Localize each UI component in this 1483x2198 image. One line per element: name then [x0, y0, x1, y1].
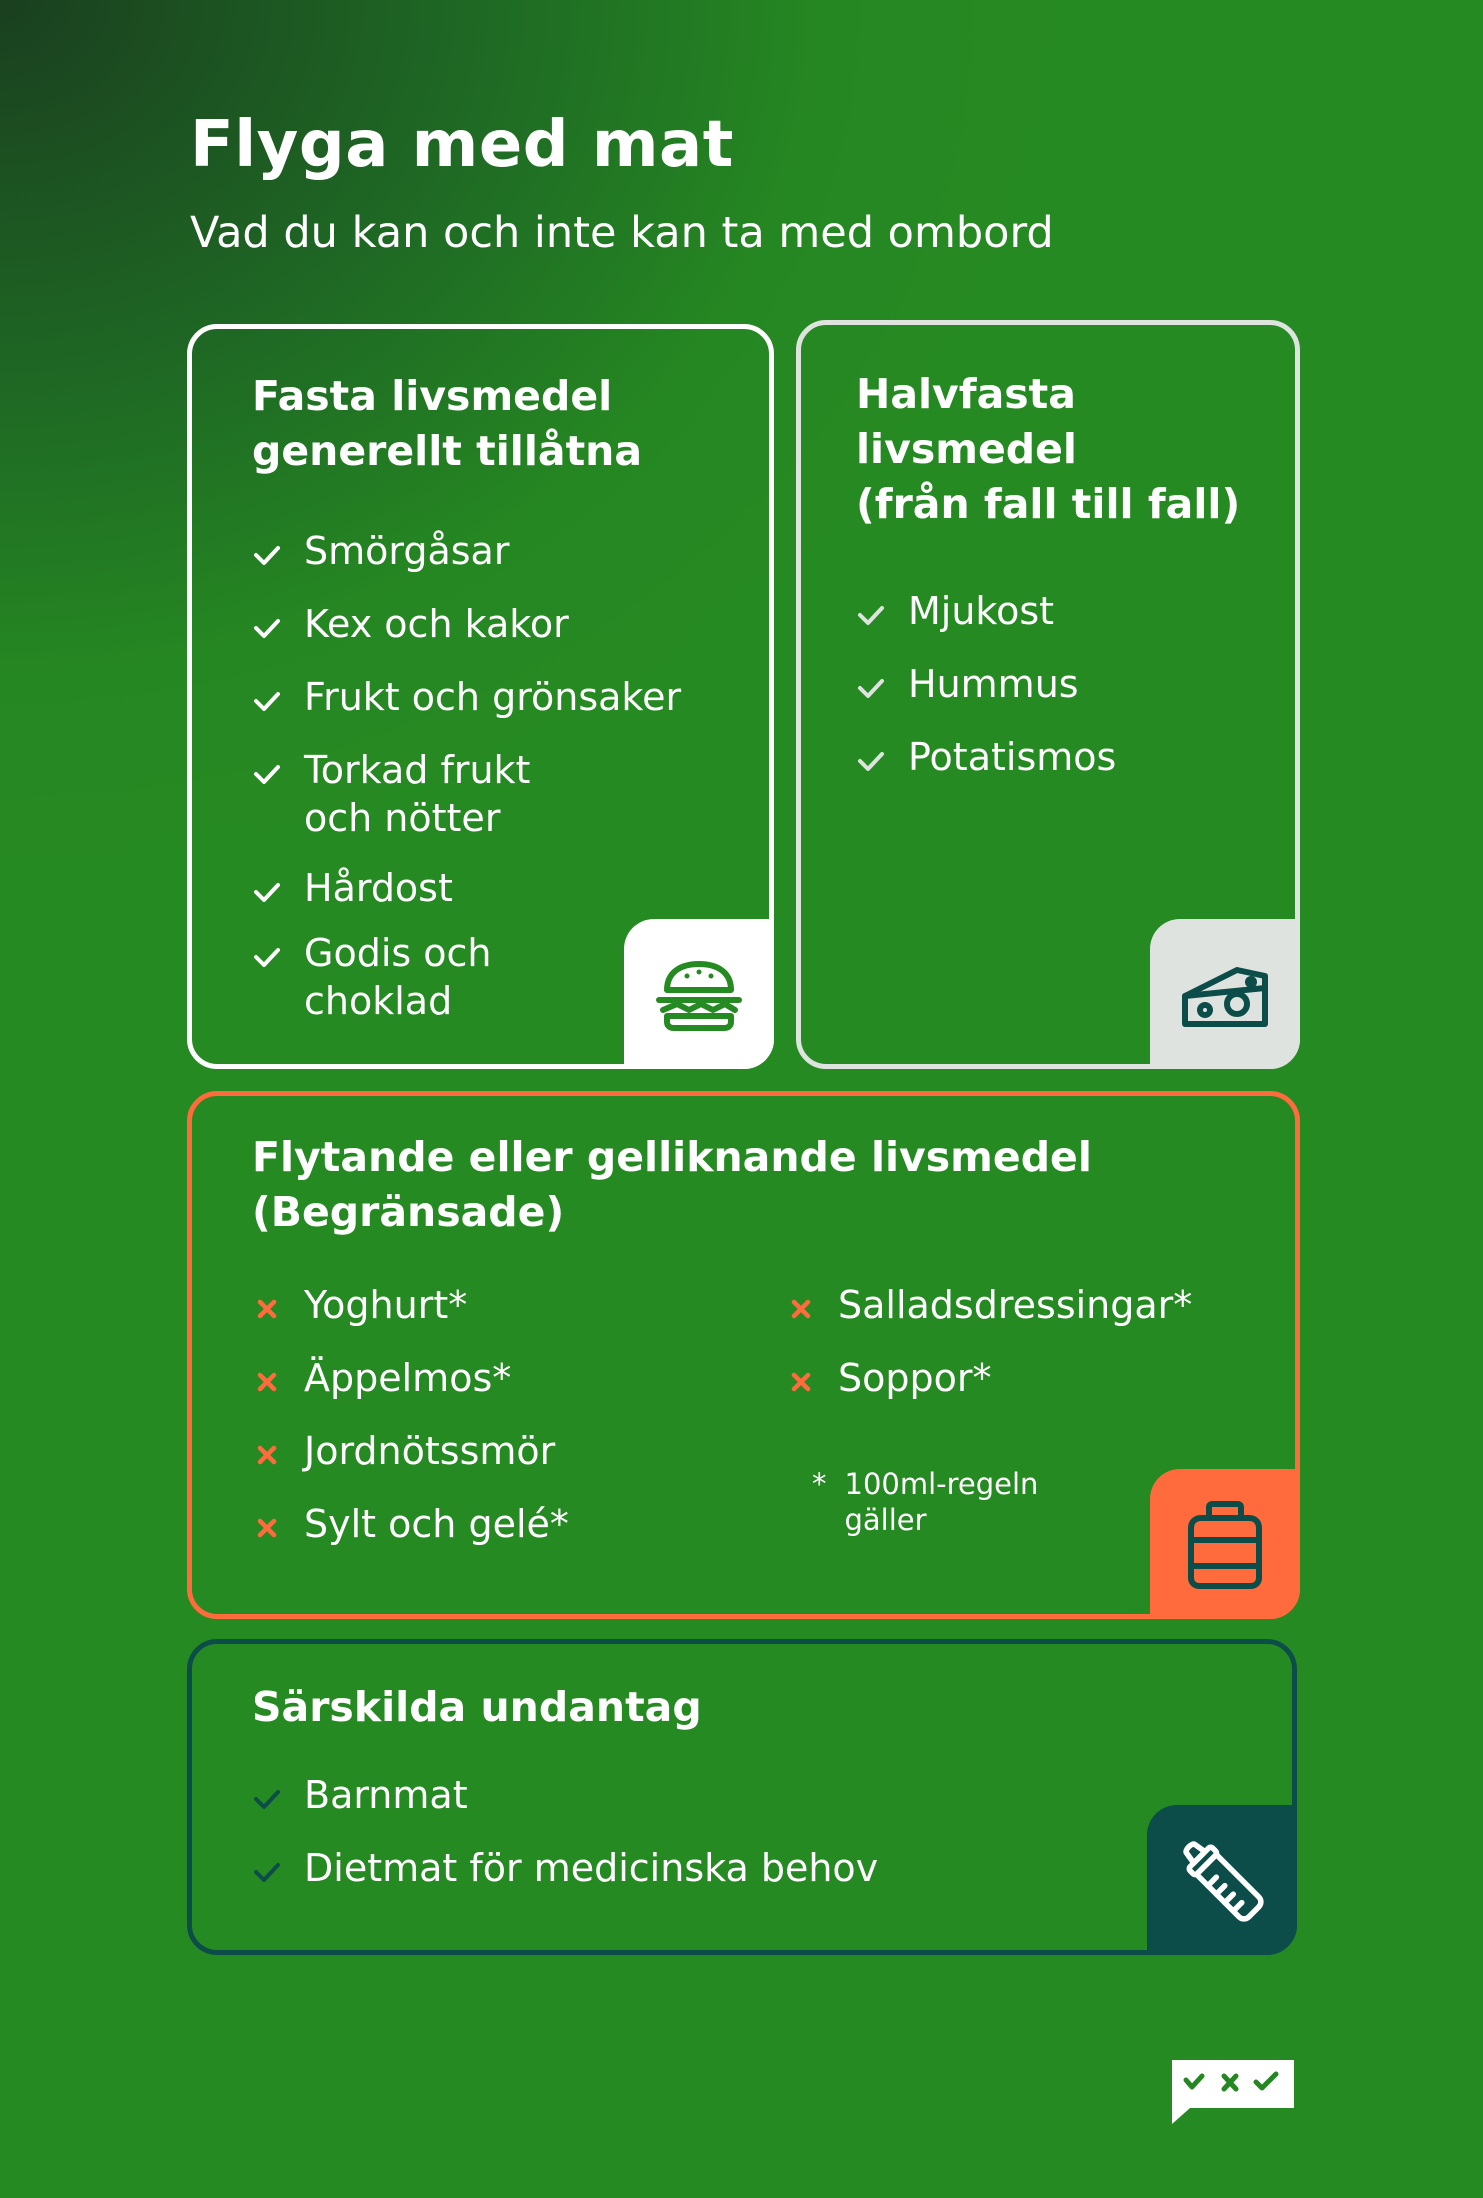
list-item-label: Sylt och gelé*: [304, 1502, 569, 1546]
semi-solid-title-line3: (från fall till fall): [856, 480, 1241, 528]
semi-solid-foods-title: [856, 367, 1240, 532]
list-item-label: Äppelmos*: [304, 1356, 512, 1400]
list-item: [856, 733, 1116, 781]
cross-icon: [252, 1440, 282, 1470]
solid-foods-card: [187, 324, 774, 1069]
cross-icon: [786, 1294, 816, 1324]
semi-solid-title-line2: livsmedel: [856, 425, 1077, 473]
list-item-label: Jordnötssmör: [304, 1429, 556, 1473]
check-icon: [252, 1857, 282, 1887]
list-item: [252, 600, 569, 648]
cross-icon: [786, 1367, 816, 1397]
list-item: [856, 660, 1079, 708]
list-item: [252, 1844, 878, 1892]
list-item-line1: Torkad frukt: [304, 748, 531, 792]
list-item-line2: och nötter: [304, 796, 501, 840]
baby-bottle-icon: [1172, 1830, 1272, 1930]
solid-foods-title-line1: Fasta livsmedel: [252, 372, 613, 420]
liquid-foods-card: [187, 1091, 1300, 1619]
liquid-foods-title: [252, 1130, 1092, 1240]
list-item: [252, 1771, 468, 1819]
burger-icon: [649, 944, 749, 1044]
list-item: [856, 587, 1054, 635]
cheese-icon: [1175, 944, 1275, 1044]
solid-foods-title-line2: generellt tillåtna: [252, 427, 643, 475]
list-item-label: Frukt och grönsaker: [304, 675, 682, 719]
cross-icon: [252, 1294, 282, 1324]
list-item: [786, 1354, 991, 1402]
check-icon: [856, 673, 886, 703]
check-icon: [856, 746, 886, 776]
check-icon: [252, 613, 282, 643]
jar-icon-badge: [1150, 1469, 1300, 1619]
list-item-line1: Godis och: [304, 931, 492, 975]
list-item: [252, 527, 509, 575]
footnote-line1: 100ml-regeln: [844, 1467, 1039, 1501]
list-item: [252, 864, 453, 912]
list-item-label: Potatismos: [908, 735, 1117, 779]
list-item: [252, 1354, 511, 1402]
semi-solid-title-line1: Halvfasta: [856, 370, 1076, 418]
list-item: [252, 1281, 467, 1329]
check-icon: [252, 759, 282, 789]
list-item-label: [304, 929, 491, 1025]
check-icon: [856, 600, 886, 630]
footnote-asterisk: *: [812, 1467, 827, 1501]
list-item-label: Soppor*: [838, 1356, 992, 1400]
cross-icon: [252, 1513, 282, 1543]
check-cross-check-logo: [1168, 2058, 1298, 2126]
footnote-text: [845, 1466, 1039, 1538]
check-icon: [252, 877, 282, 907]
exceptions-title: Särskilda undantag: [252, 1683, 702, 1731]
burger-icon-badge: [624, 919, 774, 1069]
list-item-label: Salladsdressingar*: [838, 1283, 1193, 1327]
list-item-label: [304, 746, 530, 842]
list-item: [252, 1500, 569, 1548]
list-item-label: Hummus: [908, 662, 1079, 706]
list-item-label: Barnmat: [304, 1773, 468, 1817]
list-item: [252, 1427, 555, 1475]
check-icon: [252, 540, 282, 570]
semi-solid-foods-card: [796, 320, 1300, 1069]
liquid-title-line2: (Begränsade): [252, 1188, 565, 1236]
check-icon: [252, 1784, 282, 1814]
solid-foods-title: [252, 369, 642, 479]
list-item: [252, 929, 491, 1025]
cheese-icon-badge: [1150, 919, 1300, 1069]
list-item-label: Mjukost: [908, 589, 1055, 633]
list-item-label: Hårdost: [304, 866, 453, 910]
check-icon: [252, 942, 282, 972]
list-item-label: Dietmat för medicinska behov: [304, 1846, 879, 1890]
liquid-title-line1: Flytande eller gelliknande livsmedel: [252, 1133, 1092, 1181]
list-item: [252, 746, 530, 842]
page-subtitle: Vad du kan och inte kan ta med ombord: [190, 208, 1054, 258]
cross-icon: [252, 1367, 282, 1397]
check-icon: [252, 686, 282, 716]
list-item: [252, 673, 681, 721]
footnote-line2: gäller: [844, 1503, 927, 1537]
footnote: [812, 1466, 1038, 1538]
list-item-label: Smörgåsar: [304, 529, 510, 573]
baby-bottle-icon-badge: [1147, 1805, 1297, 1955]
list-item: [786, 1281, 1192, 1329]
list-item-label: Yoghurt*: [304, 1283, 468, 1327]
jar-icon: [1175, 1494, 1275, 1594]
list-item-label: Kex och kakor: [304, 602, 569, 646]
exceptions-card: [187, 1639, 1297, 1955]
page-title: Flyga med mat: [190, 108, 734, 182]
list-item-line2: choklad: [304, 979, 453, 1023]
